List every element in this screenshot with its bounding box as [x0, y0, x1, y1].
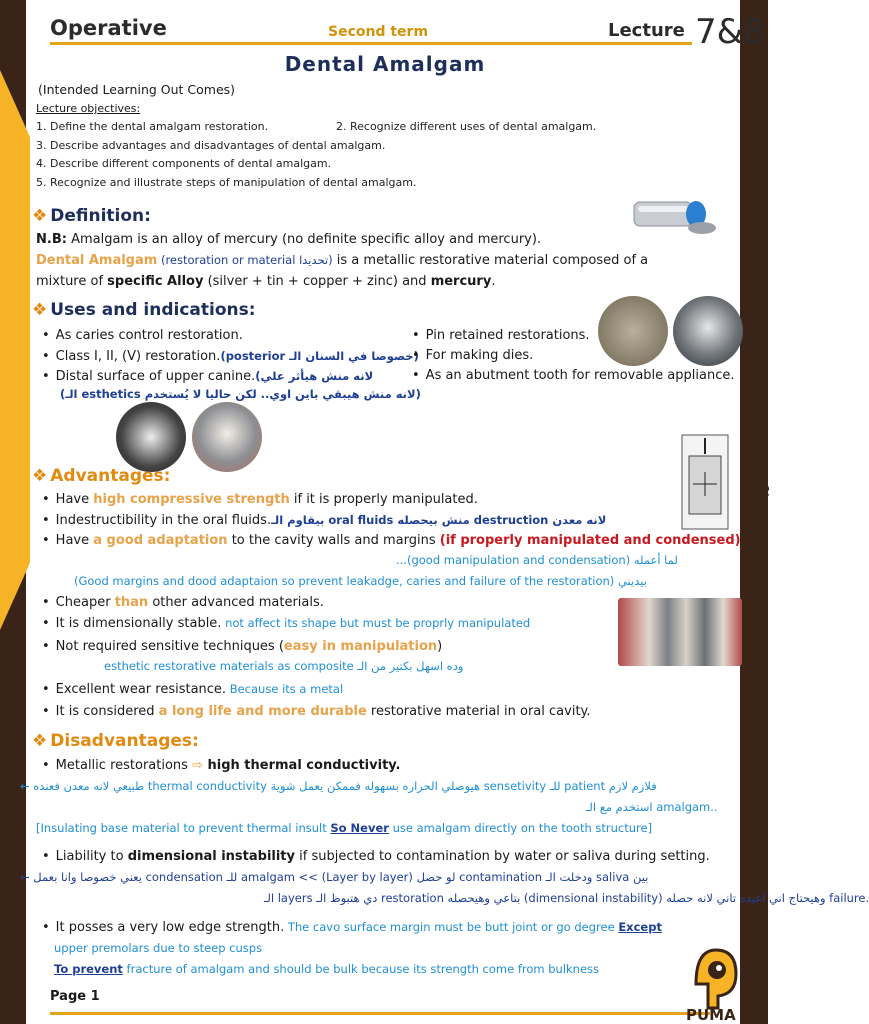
tooth-photo-pin — [598, 296, 668, 366]
disadvantage-note: To prevent fracture of amalgam and should be bulk because its strength come from bulkness — [54, 962, 600, 976]
advantage-item: • It is considered a long life and more durable restorative material in oral cavity. — [42, 702, 591, 722]
advantage-item: • It is dimensionally stable. not affect its shape but must be proprly manipulated — [42, 613, 530, 634]
disadvantage-note: [Insulating base material to prevent thermal insult So Never use amalgam directly on the tooth structure] — [36, 821, 653, 835]
disadvantage-item: • It posses a very low edge strength. The cavo surface margin must be butt joint or go degree Except — [42, 917, 662, 938]
objective-item: 4. Describe different components of dental amalgam. — [36, 157, 332, 170]
term-label: Second term — [328, 24, 429, 40]
left-accent-bar — [0, 70, 30, 630]
amalgam-capsule-image — [630, 188, 720, 244]
disadvantage-note: الـ layers دي هتبوظ الـ restoration بتاعي وهيحصله (dimensional instability) وهيحتاج اني اعيده تاني لانه حصله failure. — [264, 891, 869, 905]
brand-name: PUMA — [686, 1006, 736, 1024]
advantage-item: • Have high compressive strength if it is properly manipulated. — [42, 490, 478, 510]
page-number: Page 1 — [50, 989, 100, 1004]
page-content — [20, 0, 869, 1024]
tooth-photo-class — [192, 402, 262, 472]
uses-item: • Class I, II, (V) restoration.(posterior خصوصا في السنان الـ) — [42, 346, 419, 367]
advantage-note: (Good margins and dood adaptaion so prevent leakadge, caries and failure of the restoration) بيديني — [74, 574, 647, 588]
diamond-bullet-icon: ❖ — [32, 206, 48, 226]
page-title: Dental Amalgam — [284, 52, 486, 76]
tooth-photo-canine — [116, 402, 186, 472]
footer-divider — [50, 1012, 710, 1015]
right-decor-bar — [740, 0, 768, 1024]
disadvantage-note: استخدم مع الـ amalgam.. — [586, 800, 718, 814]
advantage-item: • Excellent wear resistance. Because its a metal — [42, 679, 343, 700]
definition-heading: ❖ Definition: — [32, 206, 151, 226]
definition-line-1: Dental Amalgam (restoration or material تحديدا) is a metallic restorative material composed of a — [36, 253, 649, 268]
definition-nb: N.B: Amalgam is an alloy of mercury (no definite specific alloy and mercury). — [36, 232, 542, 247]
uses-item: • Pin retained restorations. — [412, 326, 590, 346]
disadvantage-note: ← يعني خصوصا وانا بعمل condensation للـ amalgam << (Layer by layer) لو حصل contamination ودخلت الـ saliva بين — [20, 870, 649, 884]
uses-item: • Distal surface of upper canine.(لانه منش هيأثر علي — [42, 366, 373, 387]
advantage-note: esthetic restorative materials as composite وده اسهل بكتير من الـ — [104, 659, 464, 673]
uses-item: • As caries control restoration. — [42, 326, 243, 346]
objective-item: 5. Recognize and illustrate steps of manipulation of dental amalgam. — [36, 176, 417, 189]
tooth-photo-die — [673, 296, 743, 366]
disadvantage-note: upper premolars due to steep cusps — [54, 941, 263, 955]
objective-item: 1. Define the dental amalgam restoration. — [36, 120, 269, 133]
lecture-number: 7&8 — [695, 12, 765, 52]
advantage-note: ...(good manipulation and condensation) لما أعمله — [396, 553, 678, 567]
advantages-heading: ❖ Advantages: — [32, 466, 171, 486]
advantage-item: • Indestructibility in the oral fluids.بيقاوم الـ oral fluids منش بيحصله destruction لانه معدن — [42, 510, 606, 531]
diamond-bullet-icon: ❖ — [32, 300, 48, 320]
disadvantage-note: ← طبيعي لانه معدن فعنده thermal conductivity هيوصلي الحراره بسهوله فممكن يعمل شوية sensetivity للـ patient فلازم لازم — [20, 779, 657, 793]
disadvantages-heading: ❖ Disadvantages: — [32, 731, 199, 751]
definition-line-2: mixture of specific Alloy (silver + tin + copper + zinc) and mercury. — [36, 274, 496, 289]
arrow-right-icon: ⇨ — [192, 758, 203, 773]
header-divider — [50, 42, 692, 45]
advantage-item: • Cheaper than other advanced materials. — [42, 593, 324, 613]
advantage-item: • Have a good adaptation to the cavity walls and margins (if properly manipulated and condensed) — [42, 531, 741, 551]
uses-item: • As an abutment tooth for removable appliance. — [412, 366, 734, 386]
disadvantage-item: • Liability to dimensional instability if subjected to contamination by water or saliva during setting. — [42, 847, 710, 867]
advantage-item: • Not required sensitive techniques (easy in manipulation) — [42, 637, 442, 657]
disadvantage-item: • Metallic restorations ⇨ high thermal conductivity. — [42, 756, 401, 776]
ilo-label: (Intended Learning Out Comes) — [38, 82, 236, 97]
uses-item: • For making dies. — [412, 346, 533, 366]
diamond-bullet-icon: ❖ — [32, 466, 48, 486]
objectives-heading: Lecture objectives: — [36, 102, 141, 115]
objective-item: 3. Describe advantages and disadvantages of dental amalgam. — [36, 139, 386, 152]
batch-label: Batch 48 — [744, 465, 772, 500]
lecture-label: Lecture — [608, 20, 685, 41]
objective-item: 2. Recognize different uses of dental amalgam. — [336, 120, 597, 133]
uses-note: (الـ esthetics لانه منش هيبقي باين اوي.. لكن حاليا لا يُستخدم) — [60, 387, 421, 401]
subject-title: Operative — [50, 16, 167, 40]
amalgam-fillings-photo — [618, 598, 742, 666]
uses-heading: ❖ Uses and indications: — [32, 300, 256, 320]
diamond-bullet-icon: ❖ — [32, 731, 48, 751]
compression-test-diagram — [681, 434, 729, 530]
